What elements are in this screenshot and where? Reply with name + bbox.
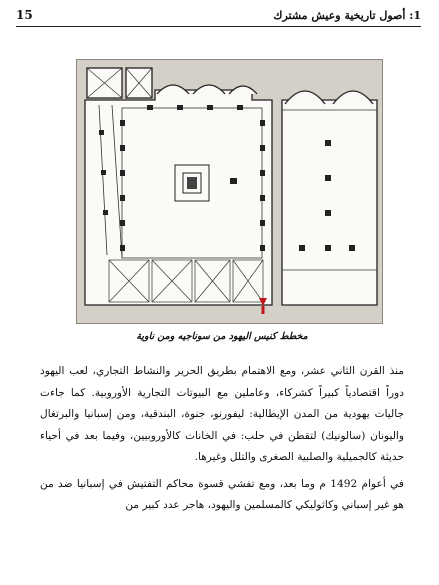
body-text bbox=[40, 361, 404, 517]
page-number: 15 bbox=[16, 8, 33, 22]
paragraph-1: منذ القرن الثاني عشر، ومع الاهتمام بطريق الحرير والنشاط التجاري، لعب اليهود دوراً اقتصادياً كبيراً كشركاء، وعاملين مع البيوتات التجارية الأوروبية. كما جاءت جاليات يهودية من المدن الإيطالية: ليفورنو، جنوة، البندقية، ومن إسبانيا والبرتغال واليونان (سالونيك) لتقطن في حلب: في الخانات كالأوروبيين، وفيما بعد في أحياء حديثة كالجميلية والصلبية الصغرى والتلل وغيرها. bbox=[40, 365, 404, 463]
floor-plan-figure bbox=[76, 59, 383, 324]
chapter-title: 1: أصول تاريخية وعيش مشترك bbox=[273, 8, 421, 22]
figure-caption: مخطط كنيس اليهود من سوناجيه ومن ناوية bbox=[136, 331, 308, 342]
page-header bbox=[16, 4, 421, 27]
floor-plan-drawing bbox=[77, 60, 382, 323]
paragraph-2: في أعوام 1492 م وما بعد، ومع تفشي قسوة محاكم التفتيش في إسبانيا ضد من هو غير إسباني وكاثوليكي كالمسلمين واليهود، هاجر عدد كبير من bbox=[40, 477, 404, 511]
